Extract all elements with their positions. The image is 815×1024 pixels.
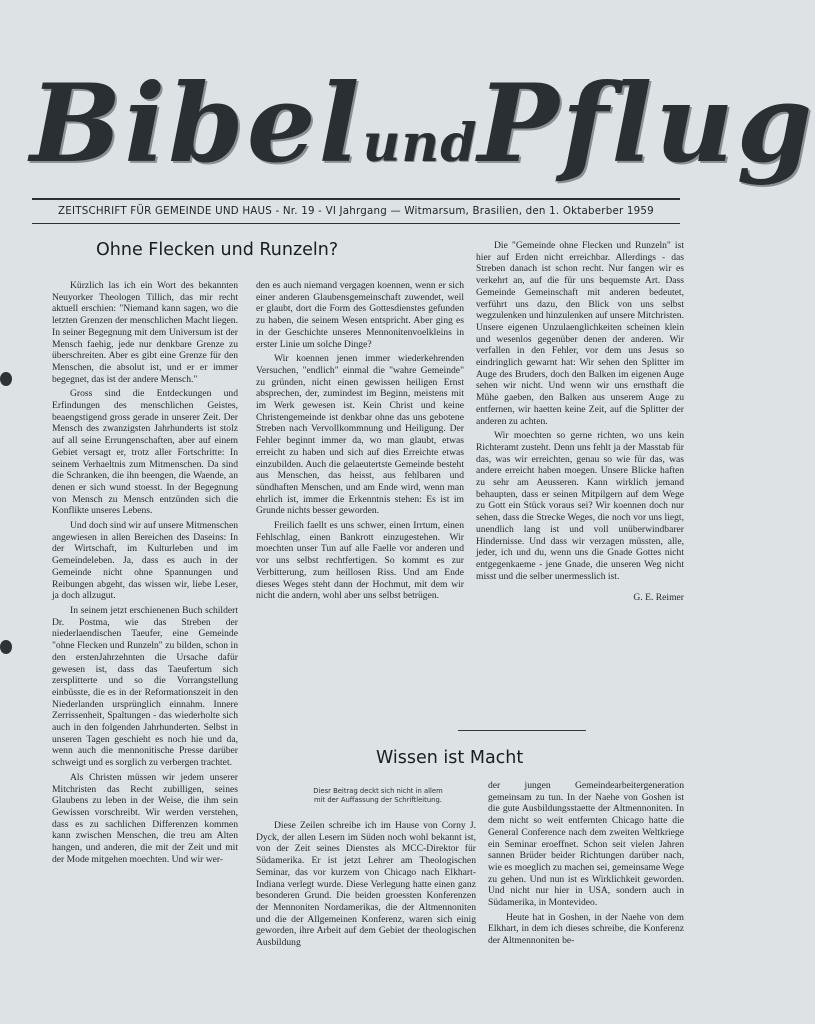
article1-col2-para: Wir koennen jenen immer wiederkehrenden Versuchen, "endlich" einmal die "wahre Gemeinde" zu gründen, nicht einen gewissen heiligen Ernst absprechen, der, zumindest im Beginn, meistens mit im Werk gewesen ist. Kein Christ und keine Christengemeinde ist denkbar ohne das uns gebotene Streben nach Vervollkommnung und Heiligung. Der Fehler beginnt immer da, wo man glaubt, etwas erreicht zu haben und sich auf dies Erreichte etwas einzubilden. Auch die gelaeutertste Gemeinde besteht aus Menschen, das heisst, aus fehlbaren und sündhaften Menschen, und am Ende wird, wenn man ehrlich ist, immer die Erkenntnis stehen: Es ist im Grunde nichts besser geworden.	[256, 353, 464, 517]
article1-col3-para: Wir moechten so gerne richten, wo uns kein Richteramt zusteht. Denn uns fehlt ja der Masstab für das, was wir erreichten, genau so wie für das, was andere erreicht haben moegen. Unsere Blicke haften zu sehr am Aeusseren. Kann wirklich jemand behaupten, dass er seinen Mitpilgern auf dem Wege zu Gott ein Stück voraus sei? Wir koennen doch nur sehen, dass die Strecke Weges, die noch vor uns liegt, unendlich lang ist und voll unüberwindbarer Hindernisse. Und dass wir verzagen müssten, alle, jeder, ich und du, wenn uns die Gnade Gottes nicht entgegenkaeme - jene Gnade, die unseren Weg nicht misst und die selber unermesslich ist.	[476, 430, 684, 582]
article2-column-3	[488, 780, 684, 947]
editorial-note-line-1: Diesr Beitrag deckt sich nicht in allem	[313, 787, 443, 795]
article1-title: Ohne Flecken und Runzeln?	[96, 240, 339, 260]
article1-signature: G. E. Reimer	[633, 592, 684, 604]
article2-col2-para: Diese Zeilen schreibe ich im Hause von Corny J. Dyck, der allen Lesern im Süden noch wohl bekannt ist, von der Zeit seines Dienstes als MCC-Direktor für Südamerika. Er ist jetzt Lehrer am Theologischen Seminar, das vor kurzem von Chicago nach Elkhart-Indiana verlegt wurde. Diese Verlegung hatte einen ganz besonderen Grund. Die beiden groessten Konferenzen der Mennoniten Nordamerikas, die der Altmennoniten und die der Allgemeinen Konferenz, waren sich einig geworden, ihre Arbeit auf dem Gebiet der theologischen Ausbildung	[256, 820, 476, 949]
masthead-word-bibel: Bibel	[30, 61, 363, 187]
article1-col2-para: den es auch niemand vergagen koennen, wenn er sich einer anderen Glaubensgemeinschaft zuwendet, weil er glaubt, dort die Form des Gottesdienstes gefunden zu haben, die seinem Wesen entspricht. Aber ging es in der Geschichte unseres Mennonitenvoelkleins in erster Linie um solche Dinge?	[256, 280, 464, 350]
punch-hole-bottom	[0, 640, 12, 654]
article1-column-2	[256, 280, 464, 602]
article1-col2-para: Freilich faellt es uns schwer, einen Irrtum, einen Fehlschlag, einen Bankrott einzugestehen. Wir moechten unser Tun auf alle Faelle vor anderen und vor uns selbst rechtfertigen. So kommt es zur Verbitterung, zum heillosen Riss. Und am Ende dieses Weges steht dann der Hochmut, mit dem wir nicht die andern, wohl aber uns selbst betrügen.	[256, 520, 464, 602]
article1-col1-para: Gross sind die Entdeckungen und Erfindungen des menschlichen Geistes, beaengstigend gross gerade in unserer Zeit. Der Mensch des zwanzigsten Jahrhunderts ist stolz auf all seine Errungenschaften, aber auf einem Gebiet versagt er, trotz aller Fortschritte: In seinem Verhaeltnis zum Mitmenschen. Da sind die Schranken, die ihn beengen, die Waende, an denen er sich wund stoesst. In der Begegnung von Mensch zu Mensch entzünden sich die Konflikte unseres Lebens.	[52, 388, 238, 517]
article1-col3-para: Die "Gemeinde ohne Flecken und Runzeln" ist hier auf Erden nicht erreichbar. Allerdings - das Streben danach ist schon recht. Nur fangen wir es verkehrt an, auf die für uns bequemste Art. Dass Gemeinde Gemeinschaft mit anderen bedeutet, verführt uns dazu, den Blick von uns selbst wegzulenken und hinzulenken auf unsere Mitchristen. Unsere eigenen Unzulaenglichkeiten scheinen klein und wesenlos gegenüber denen der anderen. Wir verfallen in den Fehler, vor dem uns Jesus so eindringlich gewarnt hat: Wir sehen den Splitter im Auge des Bruders, doch den Balken im eigenen Auge sehen wir nicht. Und wenn wir uns ernsthaft die Mühe gaeben, den Balken aus unserem Auge zu entfernen, wir haetten keine Zeit, auf die Splitter der anderen zu achten.	[476, 240, 684, 427]
masthead-title	[30, 52, 815, 197]
masthead-word-pflug: Pflug	[477, 61, 815, 187]
masthead-subtitle: ZEITSCHRIFT FÜR GEMEINDE UND HAUS - Nr. 19 - VI Jahrgang — Witmarsum, Brasilien, den 1. Oktaberber 1959	[58, 205, 654, 217]
editorial-note-line-2: mit der Auffassung der Schriftleitung.	[314, 796, 442, 804]
masthead-rule-bottom	[32, 223, 680, 224]
article2-col3-para: der jungen Gemeindearbeitergeneration gemeinsam zu tun. In der Naehe von Goshen ist die gute Ausbildungsstaette der Altmennoniten. In dem nicht so weit entfernten Chicago hatte die General Conference nach dem zweiten Weltkriege ein Seminar eroeffnet. Schon seit vielen Jahren sannen Brüder beider Richtungen darüber nach, wie es moeglich zu machen sei, gemeinsame Wege zu gehen. Und nun ist es Wirklichkeit geworden. Und nicht nur hier in USA, sondern auch in Südamerika, in Montevideo.	[488, 780, 684, 909]
article2-col3-para: Heute hat in Goshen, in der Naehe von dem Elkhart, in dem ich dieses schreibe, die Konferenz der Altmennoniten be-	[488, 911, 684, 947]
article2-title: Wissen ist Macht	[376, 748, 524, 768]
article1-column-1	[52, 280, 238, 865]
article1-col1-para: Und doch sind wir auf unsere Mitmenschen angewiesen in allen Bereichen des Daseins: In der Wirtschaft, im Kulturleben und im Gemeindeleben. Ja, dass es auch in der Gemeinde nicht ohne Spannungen und Reibungen abgeht, das wissen wir, liebe Leser, ja doch allzugut.	[52, 520, 238, 602]
article2-column-2	[256, 820, 476, 949]
article1-col1-para: In seinem jetzt erschienenen Buch schildert Dr. Postma, wie das Streben der niederlaendischen Taeufer, eine Gemeinde "ohne Flecken und Runzeln" zu bilden, schon in den erstenJahrzehnten die Ursache dafür gewesen ist, dass das Taeufertum sich zersplitterte und so die Vorrangstellung einbüsste, die es in der Reformationszeit in den Niederlanden ursprünglich einnahm. Innere Zerrissenheit, Spaltungen - das wiederholte sich auch in den folgenden Jahrhunderten. Selbst in unseren Tagen geschieht es noch hie und da, wenn auch die mennonitische Presse darüber schweigt und es sorglich zu verbergen trachtet.	[52, 604, 238, 769]
article1-column-3	[476, 240, 684, 604]
article1-col1-para: Kürzlich las ich ein Wort des bekannten Neuyorker Theologen Tillich, das mir recht aktuell erschien: "Niemand kann sagen, wo die letzten Grenzen der menschlichen Macht liegen. In seiner Begegnung mit dem Universum ist der Mensch faehig, jede nur denkbare Grenze zu überschreiten. Aber es gibt eine Grenze für den Menschen, die absolut ist, und er er immer begegnet, das ist der andere Mensch."	[52, 280, 238, 385]
article1-col1-para: Als Christen müssen wir jedem unserer Mitchristen das Recht zubilligen, seines Glaubens zu leben in der Weise, die ihm sein Gewissen vorschreibt. Wir werden verstehen, dass es zu sachlichen Differenzen kommen kann zwischen Menschen, die treu am Alten hangen, und anderen, die mit der Zeit und mit der Mode mitgehen moechten. Und wir wer-	[52, 771, 238, 865]
editorial-note	[268, 787, 488, 805]
punch-hole-top	[0, 372, 12, 386]
masthead-rule-top	[32, 198, 680, 200]
article-separator	[458, 730, 586, 731]
masthead-word-und: und	[362, 113, 478, 174]
